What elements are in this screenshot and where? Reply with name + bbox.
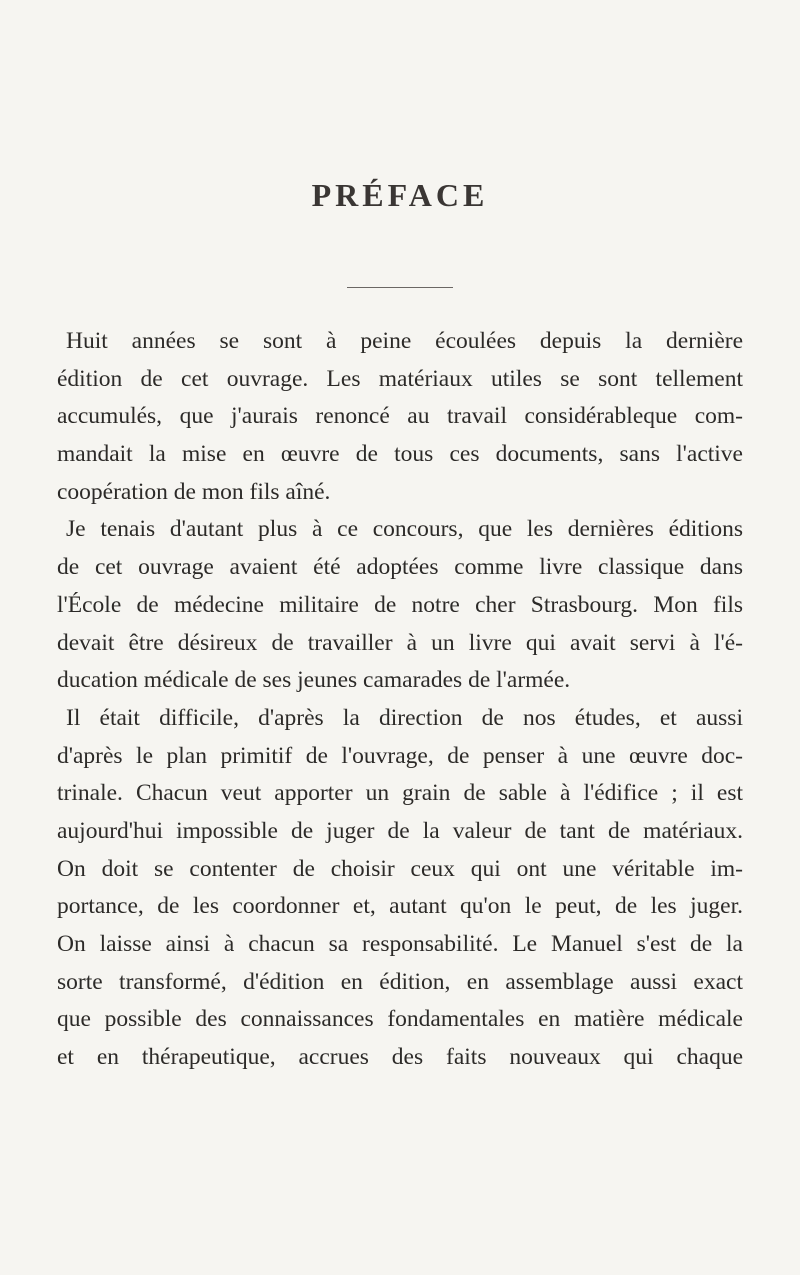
text-line: de cet ouvrage avaient été adoptées comme livre classique dans: [57, 554, 743, 581]
text-line: ducation médicale de ses jeunes camarades de l'armée.: [57, 667, 571, 694]
text-line: aujourd'hui impossible de juger de la valeur de tant de matériaux.: [57, 817, 743, 844]
text-line: mandait la mise en œuvre de tous ces documents, sans l'active: [57, 441, 743, 468]
title-divider: [347, 287, 453, 288]
text-line: devait être désireux de travailler à un livre qui avait servi à l'é-: [57, 629, 743, 656]
text-line: On doit se contenter de choisir ceux qui ont une véritable im-: [57, 855, 743, 882]
page-title: PRÉFACE: [311, 177, 489, 213]
text-line: On laisse ainsi à chacun sa responsabilité. Le Manuel s'est de la: [57, 931, 743, 957]
preface-body: [57, 323, 743, 1077]
text-line: l'École de médecine militaire de notre cher Strasbourg. Mon fils: [57, 591, 743, 618]
text-line: coopération de mon fils aîné.: [57, 478, 331, 505]
text-line: d'après le plan primitif de l'ouvrage, de penser à une œuvre doc-: [57, 742, 743, 769]
text-line: Il était difficile, d'après la direction de nos études, et aussi: [66, 704, 743, 731]
text-line: accumulés, que j'aurais renoncé au travail considérableque com-: [57, 403, 743, 430]
text-line: Je tenais d'autant plus à ce concours, que les dernières éditions: [66, 516, 743, 543]
text-line: édition de cet ouvrage. Les matériaux utiles se sont tellement: [57, 365, 743, 392]
text-line: sorte transformé, d'édition en édition, en assemblage aussi exact: [57, 968, 743, 995]
text-line: que possible des connaissances fondamentales en matière médicale: [57, 1006, 743, 1033]
text-line: portance, de les coordonner et, autant qu'on le peut, de les juger.: [57, 893, 743, 920]
text-line: trinale. Chacun veut apporter un grain de sable à l'édifice ; il est: [57, 780, 743, 807]
text-line: et en thérapeutique, accrues des faits nouveaux qui chaque: [57, 1044, 743, 1071]
text-line: Huit années se sont à peine écoulées depuis la dernière: [66, 328, 743, 354]
